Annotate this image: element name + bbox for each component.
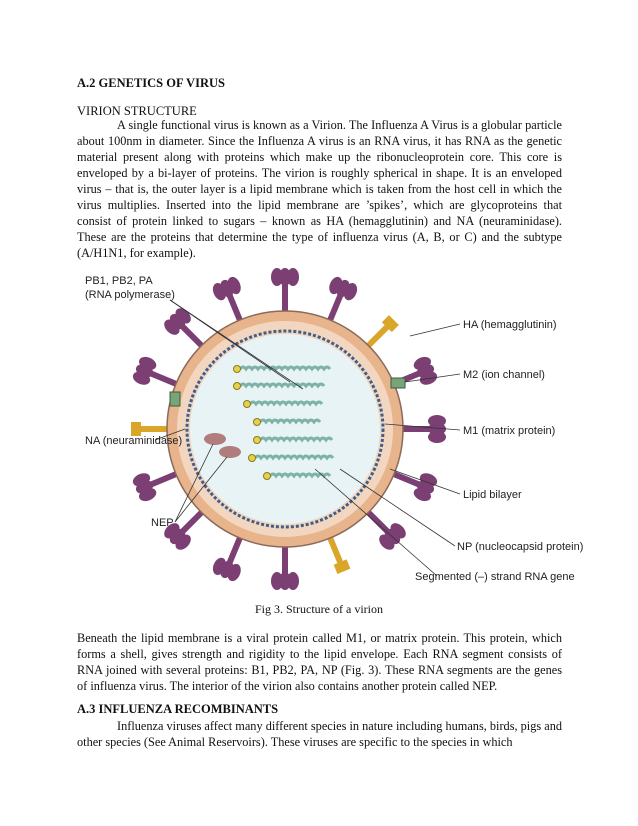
label-rna-gene: Segmented (–) strand RNA gene (415, 571, 575, 583)
ha-spike (271, 268, 299, 311)
label-m1: M1 (matrix protein) (463, 425, 556, 437)
nep-protein (204, 433, 226, 445)
nep-protein (219, 446, 241, 458)
label-np: NP (nucleocapsid protein) (457, 541, 584, 553)
ha-spike (271, 547, 299, 590)
label-ha: HA (hemagglutinin) (463, 319, 557, 331)
na-spike (324, 535, 351, 574)
m2-ion-channel (170, 392, 180, 406)
virion-core (190, 334, 380, 524)
label-m2: M2 (ion channel) (463, 369, 545, 381)
virion-structure-figure (85, 264, 584, 590)
label-pb1-pb2-pa: PB1, PB2, PA (85, 275, 153, 287)
m2-ion-channel (391, 378, 405, 388)
section-heading-a3: A.3 INFLUENZA RECOMBINANTS (77, 702, 279, 716)
label-na: NA (neuraminidase) (85, 435, 183, 447)
paragraph-influenza-recombinants: Influenza viruses affect many different species in nature including humans, birds, pigs and other species (See Animal Reservoirs). These viruses are specific to the species in which (77, 719, 562, 749)
rna-polymerase-complex (249, 455, 256, 462)
rna-polymerase-complex (264, 473, 271, 480)
section-heading-a2: A.2 GENETICS OF VIRUS (77, 76, 225, 90)
rna-polymerase-complex (254, 419, 261, 426)
rna-polymerase-complex (244, 401, 251, 408)
rna-segment (240, 384, 324, 386)
label-nep: NEP (151, 517, 174, 529)
label-lipid-bilayer: Lipid bilayer (463, 489, 522, 501)
figure-caption: Fig 3. Structure of a virion (255, 602, 383, 616)
rna-polymerase-complex (234, 366, 241, 373)
rna-segment (260, 438, 332, 440)
paragraph-matrix-protein: Beneath the lipid membrane is a viral protein called M1, or matrix protein. This protein, which forms a shell, gives strength and rigidity to the lipid envelope. Each RNA segment consists of RNA joined with several proteins: B1, PB2, PA, NP (Fig. 3). These RNA segments are the genes of influenza virus. The interior of the virion also contains another protein called NEP. (77, 631, 562, 693)
rna-segment (250, 402, 322, 404)
rna-polymerase-complex (254, 437, 261, 444)
label-rna-polymerase: (RNA polymerase) (85, 289, 175, 301)
rna-polymerase-complex (234, 383, 241, 390)
ha-spike (403, 415, 446, 443)
na-spike (131, 422, 167, 436)
subheading-virion-structure: VIRION STRUCTURE (77, 104, 197, 118)
paragraph-virion-structure: A single functional virus is known as a Virion. The Influenza A Virus is a globular particle about 100nm in diameter. Since the Influenza A virus is an RNA virus, it has RNA as the genetic material present along with proteins which make up the ribonucleoprotein core. This core is enveloped by a bi-layer of proteins. The virion is roughly spherical in shape. It is an enveloped virus – that is, the outer layer is a lipid membrane which is taken from the host cell in which the virus multiplies. Inserted into the lipid membrane are ’spikes’, which are glycoproteins that consist of protein linked to sugars – known as HA (hemagglutinin) and NA (neuraminidase). These are the proteins that determine the type of influenza virus (A, B, or C) and the subtype (A/H1N1, for example). (77, 118, 562, 260)
